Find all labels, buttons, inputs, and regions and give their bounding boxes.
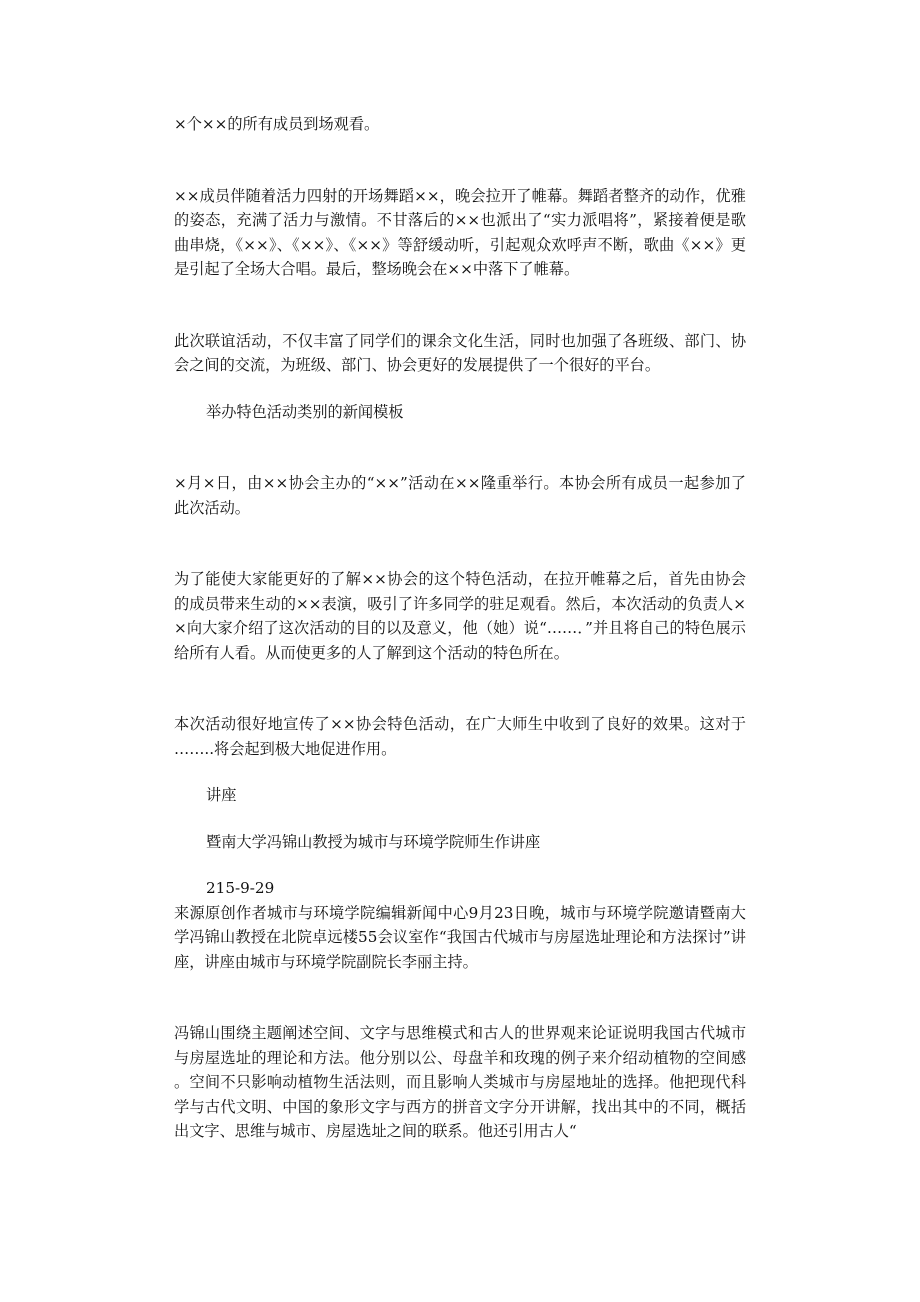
paragraph-event-effect: 本次活动很好地宣传了××协会特色活动，在广大师生中收到了良好的效果。这对于……..将会起到极大地促进作用。	[174, 715, 746, 758]
lecture-title: 暨南大学冯锦山教授为城市与环境学院师生作讲座	[206, 832, 541, 851]
paragraph-summary: 此次联谊活动，不仅丰富了同学们的课余文化生活，同时也加强了各班级、部门、协会之间的交流，为班级、部门、协会更好的发展提供了一个很好的平台。	[174, 331, 746, 374]
paragraph-performance: ××成员伴随着活力四射的开场舞蹈××，晚会拉开了帷幕。舞蹈者整齐的动作，优雅的姿态，充满了活力与激情。不甘落后的××也派出了“实力派唱将”，紧接着便是歌曲串烧，《××》、《××》、《××》等舒缓动听，引起观众欢呼声不断，歌曲《××》更是引起了全场大合唱。最后，整场晚会在××中落下了帷幕。	[174, 186, 746, 278]
paragraph-lecture-source: 来源原创作者城市与环境学院编辑新闻中心9月23日晚，城市与环境学院邀请暨南大学冯锦山教授在北院卓远楼55会议室作“我国古代城市与房屋选址理论和方法探讨”讲座，讲座由城市与环境学院副院长李丽主持。	[174, 903, 746, 971]
paragraph-event-intro: ×月×日，由××协会主办的“××”活动在××隆重举行。本协会所有成员一起参加了此次活动。	[174, 474, 746, 517]
paragraph-lecture-content: 冯锦山围绕主题阐述空间、文字与思维模式和古人的世界观来论证说明我国古代城市与房屋选址的理论和方法。他分别以公、母盘羊和玫瑰的例子来介绍动植物的空间感。空间不只影响动植物生活法则，而且影响人类城市与房屋地址的选择。他把现代科学与古代文明、中国的象形文字与西方的拼音文字分开讲解，找出其中的不同，概括出文字、思维与城市、房屋选址之间的联系。他还引用古人“	[174, 1024, 746, 1140]
lecture-date: 215-9-29	[206, 879, 275, 897]
document-body	[174, 112, 746, 1144]
section-heading-feature-template: 举办特色活动类别的新闻模板	[206, 402, 404, 421]
paragraph-audience: ×个××的所有成员到场观看。	[174, 115, 380, 133]
paragraph-event-detail: 为了能使大家能更好的了解××协会的这个特色活动，在拉开帷幕之后，首先由协会的成员带来生动的××表演，吸引了许多同学的驻足观看。然后，本次活动的负责人××向大家介绍了这次活动的目的以及意义，他（她）说“……．”并且将自己的特色展示给所有人看。从而使更多的人了解到这个活动的特色所在。	[174, 570, 746, 662]
section-heading-lecture: 讲座	[206, 786, 237, 804]
